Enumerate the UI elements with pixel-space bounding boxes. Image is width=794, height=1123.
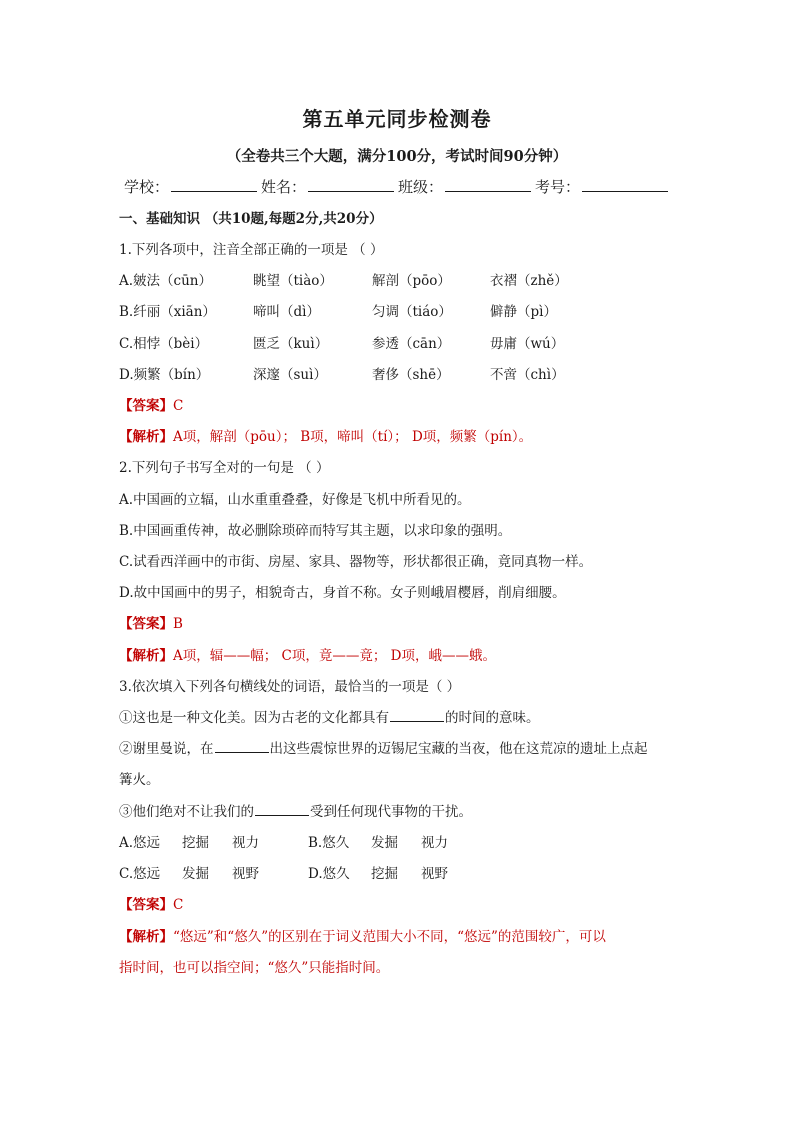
q1-option: 奢侈（shē） bbox=[372, 367, 450, 383]
analysis-text: A项，辐——幅； C项，竟——竟； D项，峨——蛾。 bbox=[173, 648, 496, 664]
analysis-tag: 【解析】 bbox=[119, 429, 173, 445]
q1-option: 不啻（chì） bbox=[490, 367, 565, 383]
analysis-tag: 【解析】 bbox=[119, 648, 173, 664]
q3-sentence-2-cont: 篝火。 bbox=[119, 772, 160, 788]
q3-option: 挖掘 bbox=[182, 835, 209, 851]
q3-option: 视力 bbox=[232, 835, 259, 851]
q1-option: 解剖（pōo） bbox=[372, 273, 451, 289]
q1-analysis bbox=[119, 425, 532, 445]
sentence-text: ③他们绝对不让我们的 bbox=[119, 804, 254, 820]
q1-option: A.皴法（cūn） bbox=[119, 273, 212, 289]
q3-analysis-cont: 指时间，也可以指空间；“悠久”只能指时间。 bbox=[119, 960, 390, 976]
q2-option: C.试看西洋画中的市街、房屋、家具、器物等，形状都很正确，竟同真物一样。 bbox=[119, 554, 593, 570]
sentence-text: 出这些震惊世界的迈锡尼宝藏的当夜，他在这荒凉的遗址上点起 bbox=[269, 741, 648, 757]
q3-option: 视力 bbox=[421, 835, 448, 851]
class-label: 班级： bbox=[398, 178, 444, 196]
q2-option: A.中国画的立辐，山水重重叠叠，好像是飞机中所看见的。 bbox=[119, 492, 471, 508]
analysis-text: “悠远”和“悠久”的区别在于词义范围大小不同，“悠远”的范围较广，可以 bbox=[173, 929, 606, 945]
q1-option: 眺望（tiào） bbox=[253, 273, 333, 289]
q1-option: 匮乏（kuì） bbox=[253, 336, 329, 352]
page-title: 第五单元同步检测卷 bbox=[302, 107, 492, 131]
answer-value: C bbox=[173, 897, 184, 913]
q3-sentence-3 bbox=[119, 800, 472, 820]
q3-option: 视野 bbox=[232, 866, 259, 882]
q1-answer bbox=[119, 394, 183, 414]
q1-option: B.纤丽（xiān） bbox=[119, 304, 216, 320]
q1-option: 毋庸（wú） bbox=[490, 336, 565, 352]
q3-sentence-2 bbox=[119, 737, 648, 757]
school-blank bbox=[171, 177, 257, 192]
q3-option: 发掘 bbox=[371, 835, 398, 851]
class-blank bbox=[445, 177, 531, 192]
q3-option: D.悠久 bbox=[308, 866, 350, 882]
q1-stem: 1.下列各项中，注音全部正确的一项是 （ ） bbox=[119, 242, 384, 258]
page-subtitle: （全卷共三个大题，满分100分，考试时间90分钟） bbox=[226, 148, 568, 165]
q3-option: 挖掘 bbox=[371, 866, 398, 882]
sentence-text: 的时间的意味。 bbox=[445, 710, 540, 726]
name-label: 姓名： bbox=[261, 178, 307, 196]
q1-option: 啼叫（dì） bbox=[253, 304, 320, 320]
answer-tag: 【答案】 bbox=[119, 616, 173, 632]
q1-option: D.频繁（bín） bbox=[119, 367, 210, 383]
fill-blank bbox=[215, 740, 269, 753]
q3-stem: 3.依次填入下列各句横线处的词语，最恰当的一项是（ ） bbox=[119, 679, 461, 695]
student-info-line bbox=[124, 176, 672, 197]
exam-number-blank bbox=[582, 177, 668, 192]
fill-blank bbox=[255, 803, 309, 816]
q1-option: 参透（cān） bbox=[372, 336, 451, 352]
answer-tag: 【答案】 bbox=[119, 398, 173, 414]
analysis-tag: 【解析】 bbox=[119, 929, 173, 945]
answer-tag: 【答案】 bbox=[119, 897, 173, 913]
q3-sentence-1 bbox=[119, 706, 540, 726]
exam-number-label: 考号： bbox=[535, 178, 581, 196]
q3-option: A.悠远 bbox=[119, 835, 161, 851]
fill-blank bbox=[390, 709, 444, 722]
school-label: 学校： bbox=[124, 178, 170, 196]
answer-value: B bbox=[173, 616, 183, 632]
sentence-text: 受到任何现代事物的干扰。 bbox=[310, 804, 472, 820]
q1-option: 匀调（tiáo） bbox=[372, 304, 452, 320]
q2-option: B.中国画重传神，故必删除琐碎而特写其主题，以求印象的强明。 bbox=[119, 523, 512, 539]
q3-answer bbox=[119, 893, 183, 913]
q1-option: 深邃（suì） bbox=[253, 367, 327, 383]
q1-option: C.相悖（bèi） bbox=[119, 336, 209, 352]
name-blank bbox=[308, 177, 394, 192]
q3-option: B.悠久 bbox=[308, 835, 350, 851]
analysis-text: A项，解剖（pōu）； B项，啼叫（tí）； D项，频繁（pín）。 bbox=[173, 429, 533, 445]
q3-analysis bbox=[119, 925, 606, 945]
q2-analysis bbox=[119, 644, 496, 664]
q1-option: 衣褶（zhě） bbox=[490, 273, 568, 289]
q2-stem: 2.下列句子书写全对的一句是 （ ） bbox=[119, 460, 330, 476]
sentence-text: ②谢里曼说，在 bbox=[119, 741, 214, 757]
sentence-text: ①这也是一种文化美。因为古老的文化都具有 bbox=[119, 710, 389, 726]
q1-option: 僻静（pì） bbox=[490, 304, 557, 320]
q3-option: C.悠远 bbox=[119, 866, 161, 882]
q2-answer bbox=[119, 612, 183, 632]
section-heading: 一、基础知识 （共10题,每题2分,共20分） bbox=[119, 211, 383, 227]
answer-value: C bbox=[173, 398, 184, 414]
q2-option: D.故中国画中的男子，相貌奇古，身首不称。女子则峨眉樱唇，削肩细腰。 bbox=[119, 585, 566, 601]
q3-option: 发掘 bbox=[182, 866, 209, 882]
q3-option: 视野 bbox=[421, 866, 448, 882]
